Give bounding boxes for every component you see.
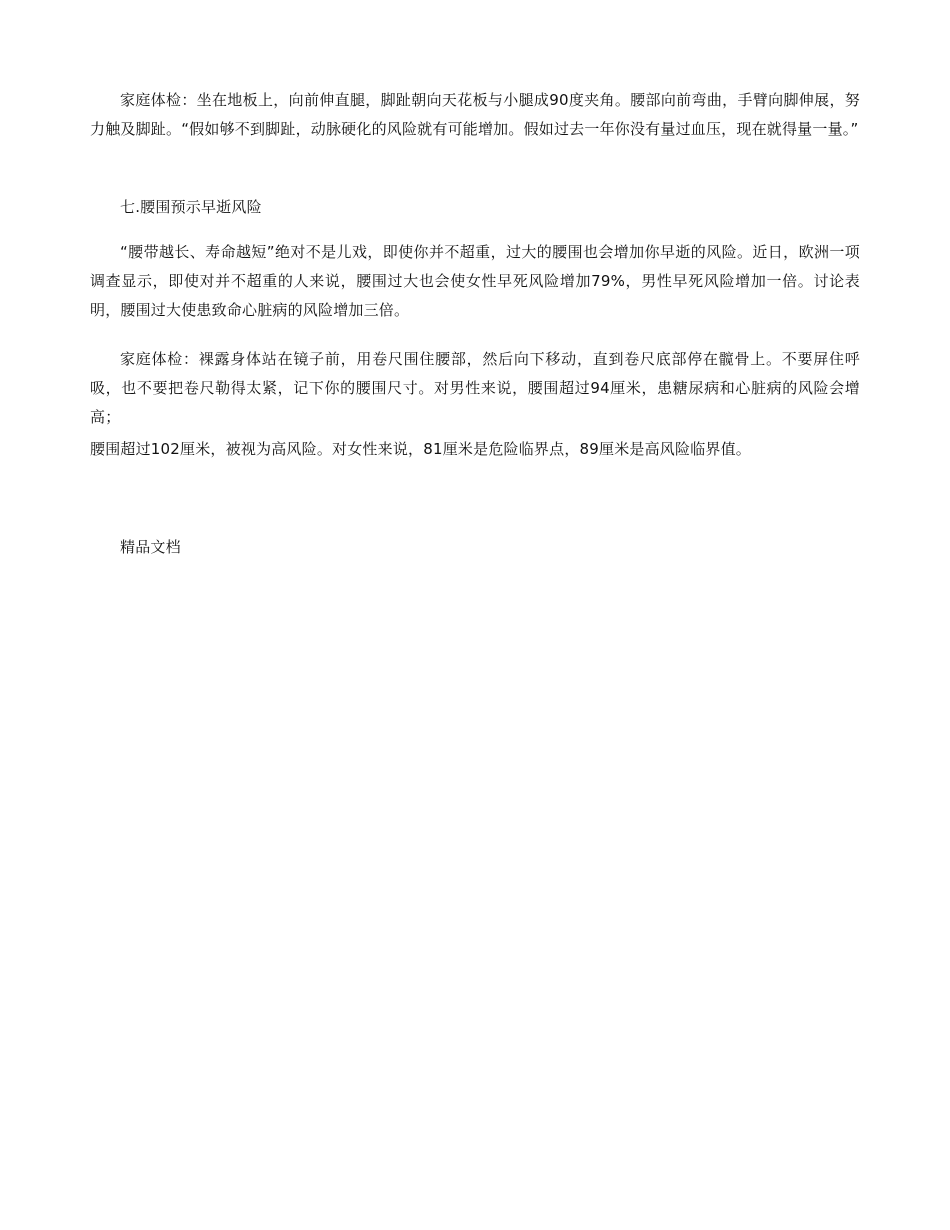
- footer-label: 精品文档: [120, 538, 181, 556]
- paragraph-home-check-waist: 家庭体检：裸露身体站在镜子前，用卷尺围住腰部，然后向下移动，直到卷尺底部停在髋骨上。不要屏住呼吸，也不要把卷尺勒得太紧，记下你的腰围尺寸。对男性来说，腰围超过94厘米，患糖尿病和心脏病的风险会增高；: [90, 350, 860, 426]
- section-heading-waist: 七.腰围预示早逝风险: [120, 198, 262, 216]
- paragraph-home-check-flexibility: 家庭体检：坐在地板上，向前伸直腿，脚趾朝向天花板与小腿成90度夹角。腰部向前弯曲，手臂向脚伸展，努力触及脚趾。“假如够不到脚趾，动脉硬化的风险就有可能增加。假如过去一年你没有量过血压，现在就得量一量。”: [90, 91, 860, 138]
- paragraph-waist-thresholds: 腰围超过102厘米，被视为高风险。对女性来说，81厘米是危险临界点，89厘米是高风险临界值。: [90, 440, 752, 458]
- paragraph-waist-intro: “腰带越长、寿命越短”绝对不是儿戏，即使你并不超重，过大的腰围也会增加你早逝的风险。近日，欧洲一项调查显示，即使对并不超重的人来说，腰围过大也会使女性早死风险增加79%，男性早死风险增加一倍。讨论表明，腰围过大使患致命心脏病的风险增加三倍。: [90, 243, 860, 319]
